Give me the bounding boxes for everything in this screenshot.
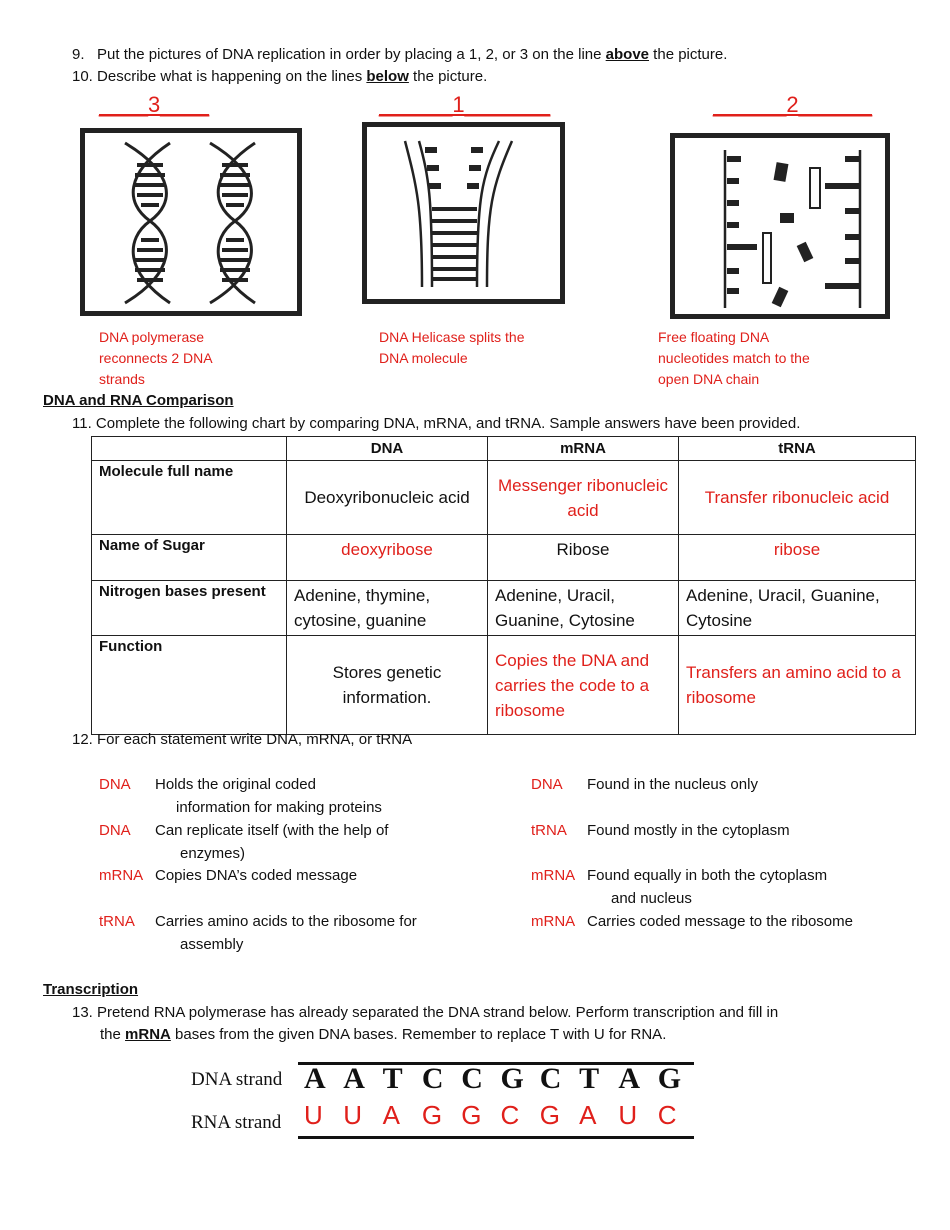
section-heading-transcription: Transcription (43, 981, 139, 998)
q10-number: 10. (72, 68, 93, 85)
statement-text: Holds the original coded (155, 776, 316, 793)
q10-text-end: the picture. (408, 68, 488, 85)
statement-answer: tRNA (99, 913, 135, 930)
header-trna: tRNA (679, 437, 916, 461)
table-row (92, 535, 916, 581)
cell-mrna: Ribose (488, 535, 679, 581)
question-12: 12. For each statement write DNA, mRNA, or tRNA (72, 731, 413, 748)
statement-text: Carries amino acids to the ribosome for (155, 913, 417, 930)
rna-strand-label: RNA strand (191, 1112, 282, 1133)
nucleotide-matching-picture (670, 133, 890, 319)
cell-trna: ribose (679, 535, 916, 581)
question-13-line2 (100, 1026, 666, 1043)
q9-bold: above (605, 46, 650, 63)
cell-trna: Transfer ribonucleic acid (679, 461, 916, 535)
q9-text: Put the pictures of DNA replication in order by placing a 1, 2, or 3 on the line (97, 46, 606, 63)
table-header-row (92, 437, 916, 461)
row-label: Molecule full name (92, 461, 287, 535)
double-helix-picture (80, 128, 302, 316)
statement-text: Can replicate itself (with the help of (155, 822, 389, 839)
header-dna: DNA (287, 437, 488, 461)
dna-base: T (382, 1062, 403, 1095)
picture-1-answer: ____3____ (99, 92, 210, 117)
table-row (92, 461, 916, 535)
comparison-table (91, 436, 916, 735)
q10-bold: below (366, 68, 409, 85)
statement-text: and nucleus (611, 890, 692, 907)
statement-answer: mRNA (531, 913, 576, 930)
statement-answer: DNA (99, 822, 131, 839)
q9-text-end: the picture. (649, 46, 728, 63)
dna-base: C (421, 1062, 444, 1095)
rna-base: C (657, 1100, 677, 1130)
statement-text: assembly (180, 936, 244, 953)
rna-base: U (343, 1100, 363, 1130)
dna-base: G (657, 1062, 682, 1095)
cell-trna: Adenine, Uracil, Guanine, Cytosine (679, 581, 916, 636)
rna-base: U (618, 1100, 638, 1130)
cell-mrna: Copies the DNA and carries the code to a ribosome (488, 636, 679, 735)
helicase-split-picture (362, 122, 565, 304)
strand-bottom-line (298, 1136, 694, 1139)
picture-3-caption: Free floating DNA nucleotides match to the open DNA chain (658, 329, 810, 387)
question-10 (72, 68, 487, 85)
dna-base: A (343, 1062, 365, 1095)
statement-text: enzymes) (180, 845, 246, 862)
question-13-line1: 13. Pretend RNA polymerase has already separated the DNA strand below. Perform transcription and fill in (72, 1004, 779, 1021)
dna-base: C (539, 1062, 562, 1095)
cell-dna: Stores genetic information. (287, 636, 488, 735)
cell-dna: Adenine, thymine, cytosine, guanine (287, 581, 488, 636)
q13-text: the (100, 1026, 126, 1043)
question-9 (72, 46, 727, 63)
rna-base: A (579, 1100, 597, 1130)
section-heading-comparison: DNA and RNA Comparison (43, 392, 234, 409)
row-label: Nitrogen bases present (92, 581, 287, 636)
dna-base: T (579, 1062, 600, 1095)
picture-2-answer: ______1_______ (379, 92, 551, 117)
cell-dna: deoxyribose (287, 535, 488, 581)
statement-answer: DNA (99, 776, 131, 793)
q10-text: Describe what is happening on the lines (97, 68, 367, 85)
row-label: Function (92, 636, 287, 735)
dna-base: A (304, 1062, 326, 1095)
picture-1-caption: DNA polymerase reconnects 2 DNA strands (99, 329, 212, 387)
picture-3-answer: ______2______ (713, 92, 873, 117)
statement-text: Found equally in both the cytoplasm (587, 867, 828, 884)
rna-base: G (461, 1100, 482, 1130)
statement-text: Copies DNA’s coded message (155, 867, 358, 884)
q13-text-end: bases from the given DNA bases. Remember to replace T with U for RNA. (170, 1026, 667, 1043)
question-11: 11. Complete the following chart by comparing DNA, mRNA, and tRNA. Sample answers have been provided. (72, 415, 801, 432)
statement-answer: mRNA (99, 867, 144, 884)
rna-base: G (421, 1100, 443, 1130)
q9-number: 9. (72, 46, 85, 63)
cell-trna: Transfers an amino acid to a ribosome (679, 636, 916, 735)
dna-base: G (500, 1062, 524, 1095)
header-mrna: mRNA (488, 437, 679, 461)
dna-base: A (618, 1062, 641, 1095)
statement-text: Found mostly in the cytoplasm (587, 822, 790, 839)
statement-answer: tRNA (531, 822, 567, 839)
statement-answer: DNA (531, 776, 563, 793)
row-label: Name of Sugar (92, 535, 287, 581)
cell-mrna: Messenger ribonucleic acid (488, 461, 679, 535)
dna-strand-label: DNA strand (191, 1069, 283, 1090)
picture-2-caption: DNA Helicase splits the DNA molecule (379, 329, 525, 366)
rna-base: G (539, 1100, 561, 1130)
cell-mrna: Adenine, Uracil, Guanine, Cytosine (488, 581, 679, 636)
statement-text: Carries coded message to the ribosome (587, 913, 853, 930)
rna-base: C (500, 1100, 520, 1130)
header-blank (92, 437, 287, 461)
statement-text: Found in the nucleus only (587, 776, 758, 793)
statement-text: information for making proteins (176, 799, 382, 816)
table-row (92, 636, 916, 735)
dna-base: C (461, 1062, 483, 1095)
q13-bold: mRNA (125, 1026, 171, 1043)
statement-answer: mRNA (531, 867, 576, 884)
table-row (92, 581, 916, 636)
cell-dna: Deoxyribonucleic acid (287, 461, 488, 535)
rna-base: A (382, 1100, 400, 1130)
rna-base: U (304, 1100, 323, 1130)
